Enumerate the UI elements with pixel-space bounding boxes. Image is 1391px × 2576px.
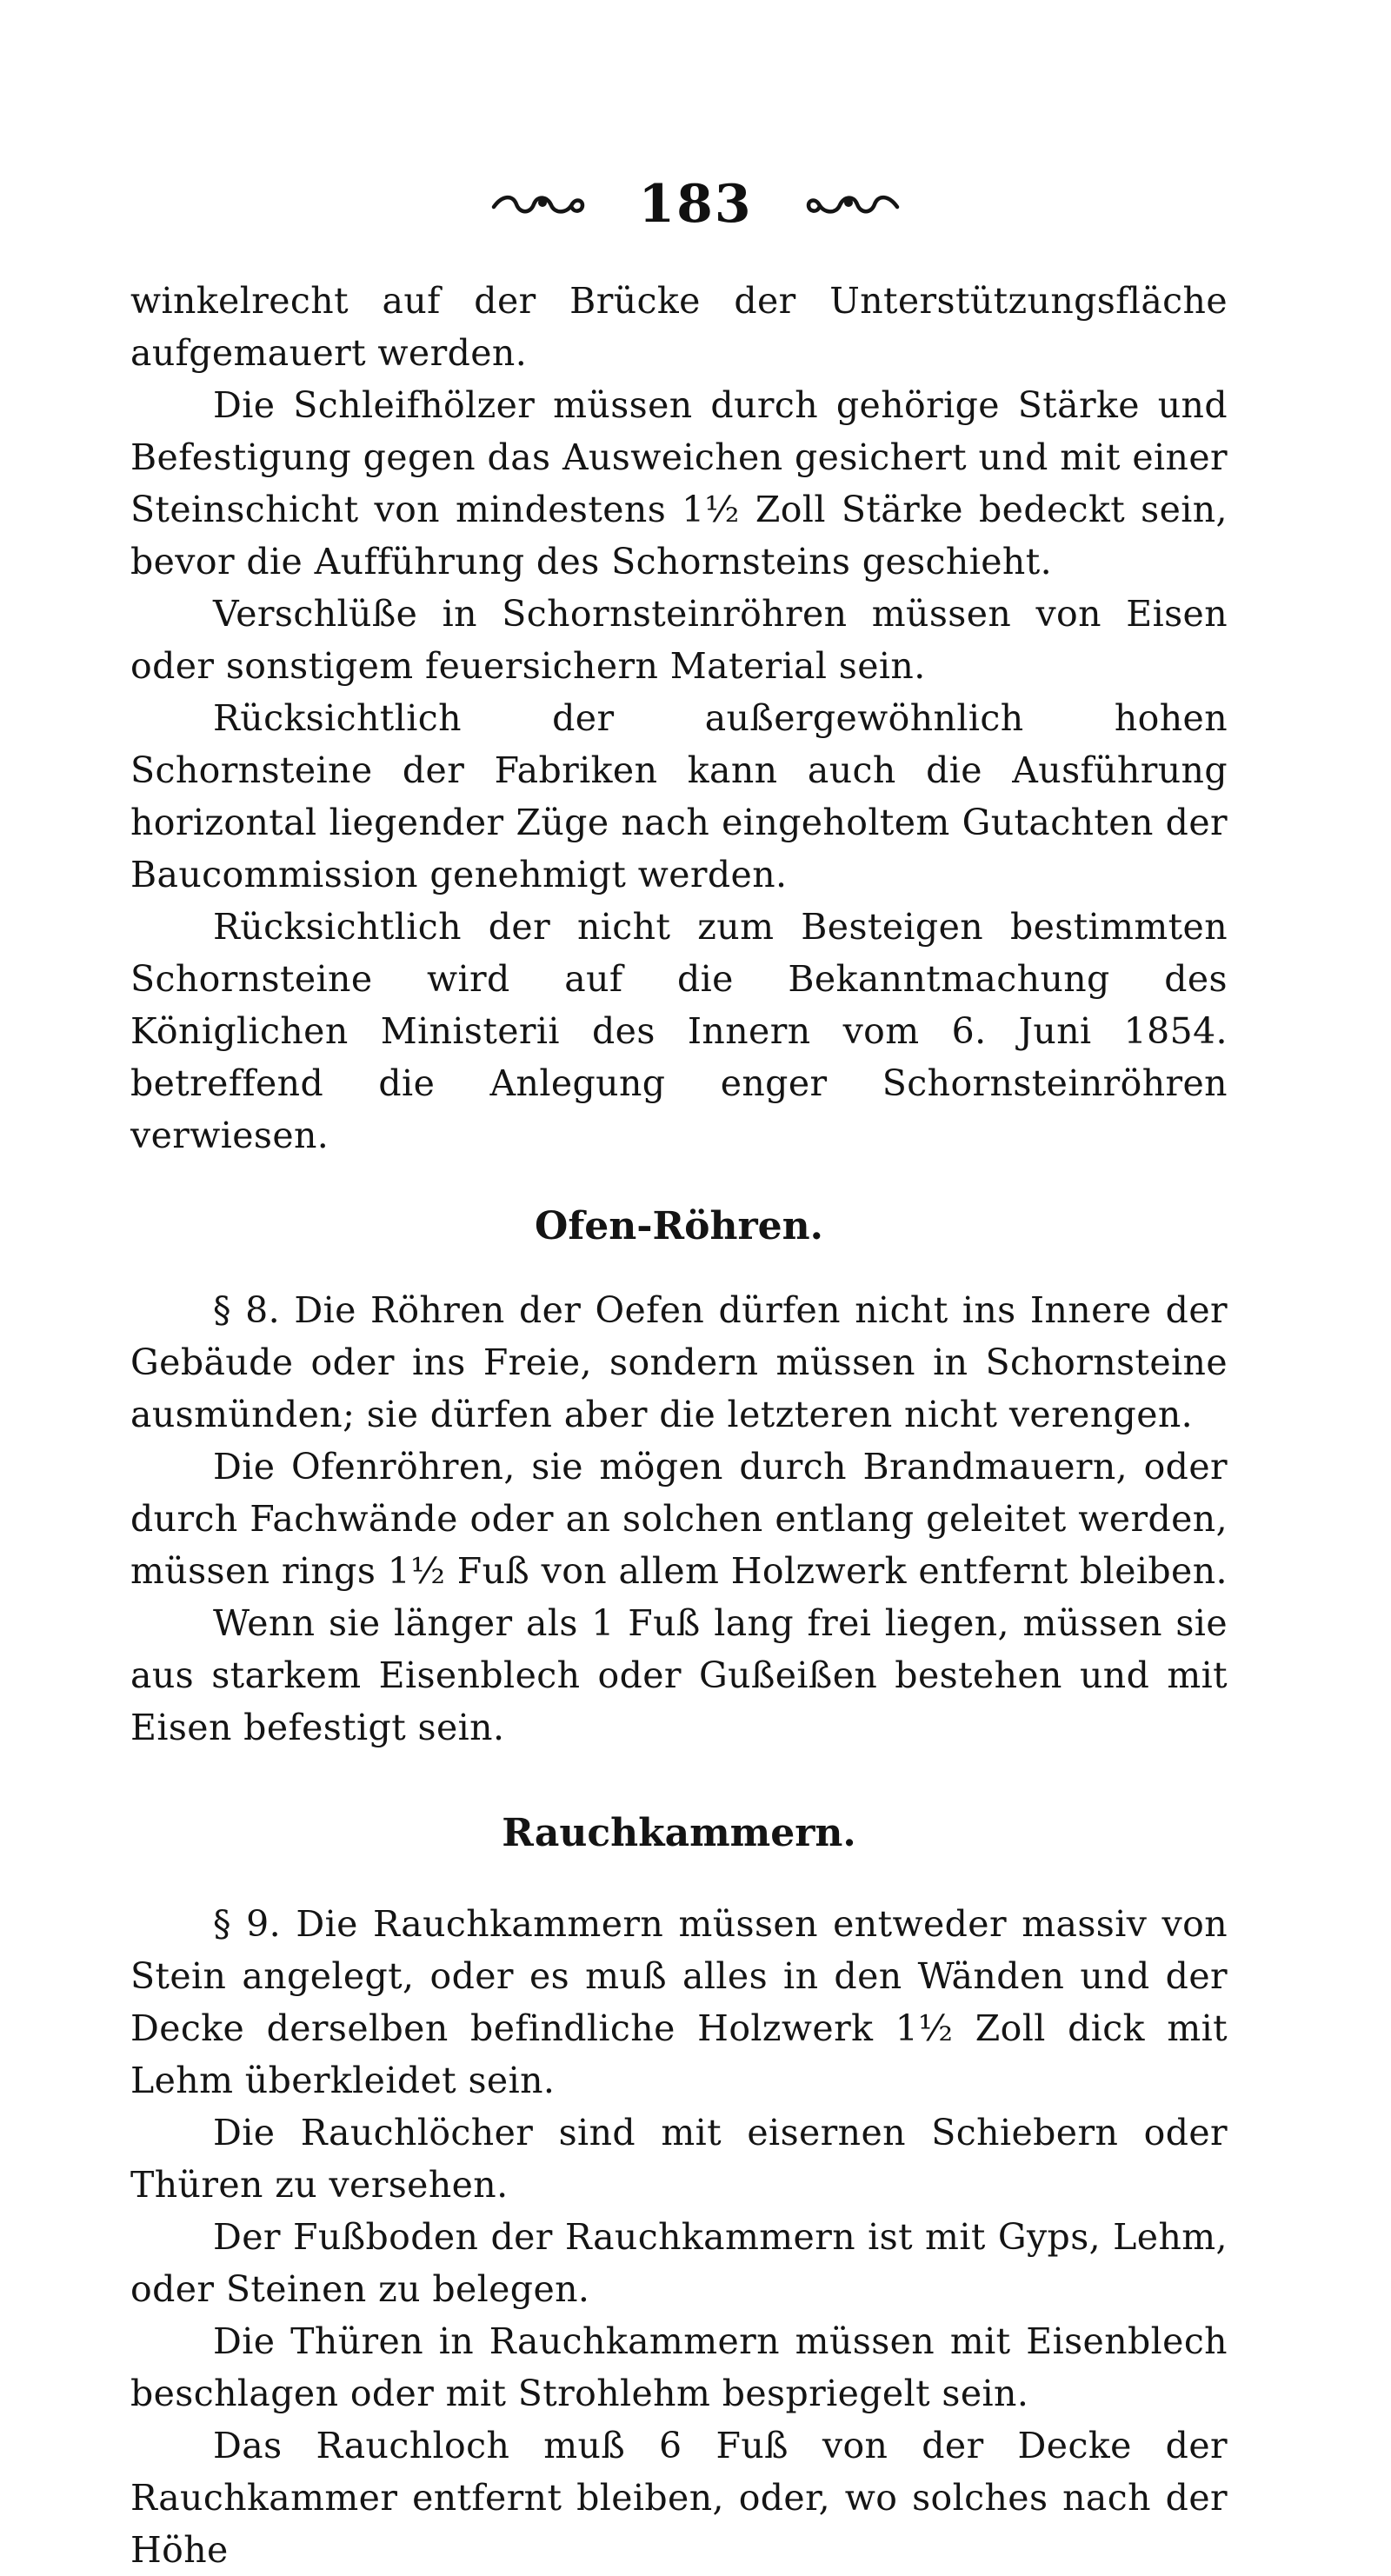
paragraph-eisenblech: Wenn sie länger als 1 Fuß lang frei liegen, müssen sie aus starkem Eisenblech oder Gußeißen bestehen und mit Eisen befestigt sein. [130, 1602, 1228, 1748]
paragraph-section-8: § 8. Die Röhren der Oefen dürfen nicht ins Innere der Gebäude oder ins Freie, sondern müssen in Schornsteine ausmünden; sie dürfen aber die letzteren nicht verengen. [130, 1289, 1228, 1435]
paragraph-fussboden: Der Fußboden der Rauchkammern ist mit Gyps, Lehm, oder Steinen zu belegen. [130, 2216, 1228, 2310]
paragraph-bekanntmachung: Rücksichtlich der nicht zum Besteigen bestimmten Schornsteine wird auf die Bekanntmachung des Königlichen Ministerii des Innern vom 6. Juni 1854. betreffend die Anlegung enger Schornsteinröhren verwiesen. [130, 906, 1228, 1156]
page-body [130, 275, 1228, 2576]
paragraph-ofenroehren: Die Ofenröhren, sie mögen durch Brandmauern, oder durch Fachwände oder an solchen entlang geleitet werden, müssen rings 1½ Fuß von allem Holzwerk entfernt bleiben. [130, 1446, 1228, 1592]
paragraph-section-9: § 9. Die Rauchkammern müssen entweder massiv von Stein angelegt, oder es muß alles in den Wänden und der Decke derselben befindliche Holzwerk 1½ Zoll dick mit Lehm überkleidet sein. [130, 1903, 1228, 2101]
page-header [0, 174, 1391, 235]
paragraph-fabrik-schornsteine: Rücksichtlich der außergewöhnlich hohen Schornsteine der Fabriken kann auch die Ausführung horizontal liegender Züge nach eingeholtem Gutachten der Baucommission genehmigt werden. [130, 697, 1228, 895]
paragraph-thueren: Die Thüren in Rauchkammern müssen mit Eisenblech beschlagen oder mit Strohlehm bespriegelt sein. [130, 2320, 1228, 2414]
paragraph-rauchloecher: Die Rauchlöcher sind mit eisernen Schiebern oder Thüren zu versehen. [130, 2112, 1228, 2206]
paragraph-verschluesse: Verschlüße in Schornsteinröhren müssen von Eisen oder sonstigem feuersichern Material sein. [130, 593, 1228, 687]
heading-ofen-roehren: Ofen-Röhren. [535, 1204, 823, 1248]
left-flourish-icon [490, 190, 586, 219]
heading-rauchkammern: Rauchkammern. [502, 1811, 856, 1855]
page-number: 183 [638, 174, 753, 235]
paragraph-continuation: winkelrecht auf der Brücke der Unterstützungsfläche aufgemauert werden. [130, 280, 1228, 374]
right-flourish-icon [805, 190, 901, 219]
paragraph-schleifhoelzer: Die Schleifhölzer müssen durch gehörige Stärke und Befestigung gegen das Ausweichen gesichert und mit einer Steinschicht von mindestens 1½ Zoll Stärke bedeckt sein, bevor die Aufführung des Schornsteins geschieht. [130, 384, 1228, 582]
paragraph-rauchloch: Das Rauchloch muß 6 Fuß von der Decke der Rauchkammer entfernt bleiben, oder, wo solches nach der Höhe [130, 2425, 1228, 2571]
